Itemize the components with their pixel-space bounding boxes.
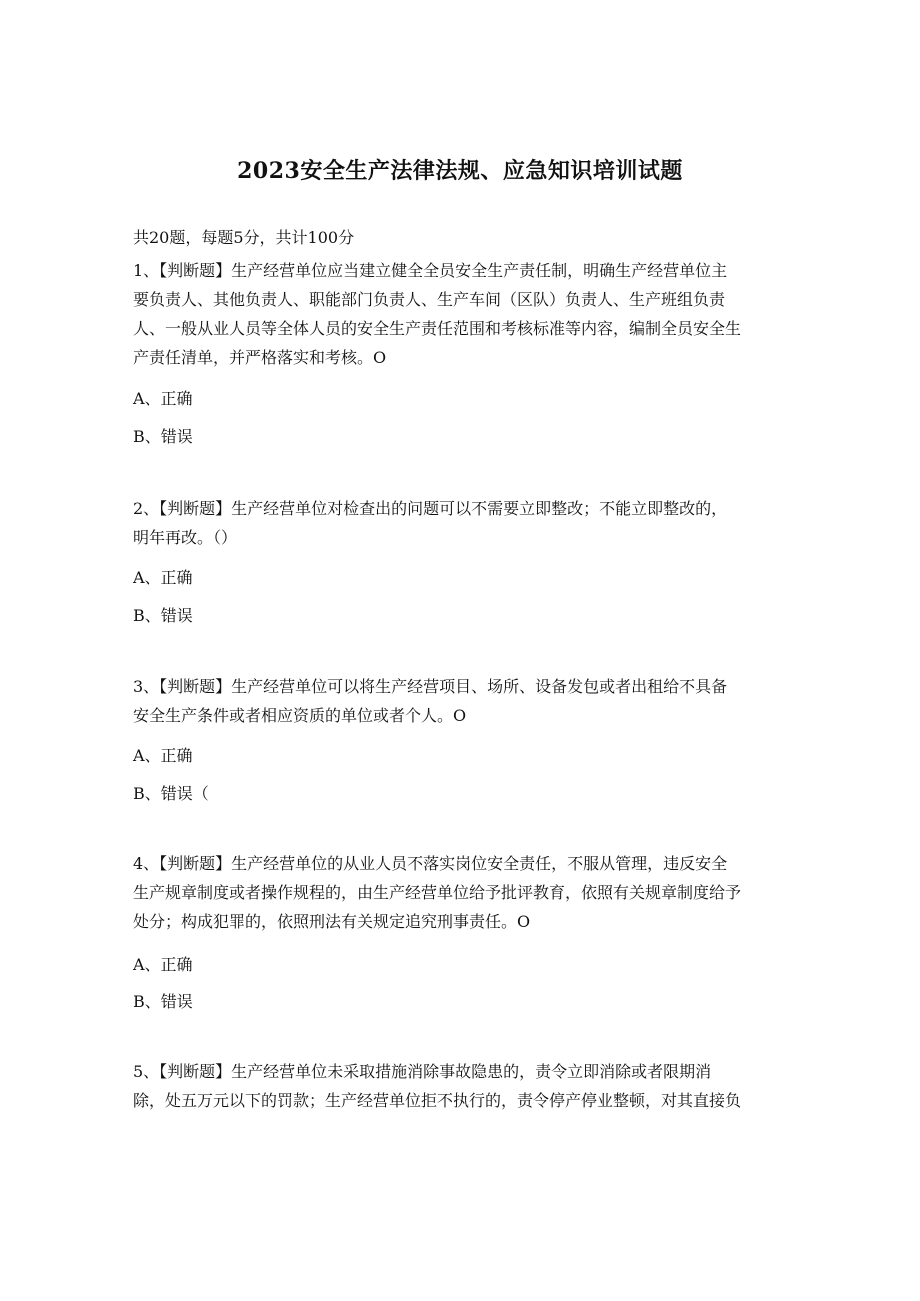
question-line: 除，处五万元以下的罚款；生产经营单位拒不执行的，责令停产停业整顿，对其直接负 bbox=[133, 1091, 742, 1110]
exam-summary: 共20题，每题5分，共计100分 bbox=[133, 228, 355, 247]
option-b: B、错误 bbox=[133, 606, 193, 625]
question-line: 要负责人、其他负责人、职能部门负责人、生产车间（区队）负责人、生产班组负责 bbox=[133, 290, 726, 309]
question-line: 3、【判断题】生产经营单位可以将生产经营项目、场所、设备发包或者出租给不具备 bbox=[133, 677, 728, 696]
option-a: A、正确 bbox=[133, 955, 193, 974]
option-a: A、正确 bbox=[133, 568, 193, 587]
question-line: 明年再改。（） bbox=[133, 528, 238, 547]
question-line: 5、【判断题】生产经营单位未采取措施消除事故隐患的，责令立即消除或者限期消 bbox=[133, 1062, 712, 1081]
option-a: A、正确 bbox=[133, 389, 193, 408]
question-2 bbox=[133, 494, 783, 634]
question-4 bbox=[133, 849, 783, 1019]
question-line: 4、【判断题】生产经营单位的从业人员不落实岗位安全责任，不服从管理，违反安全 bbox=[133, 854, 728, 873]
question-line: 生产规章制度或者操作规程的，由生产经营单位给予批评教育，依照有关规章制度给予 bbox=[133, 883, 742, 902]
question-3 bbox=[133, 672, 783, 812]
option-b: B、错误 bbox=[133, 992, 193, 1011]
question-line: 2、【判断题】生产经营单位对检查出的问题可以不需要立即整改；不能立即整改的， bbox=[133, 499, 728, 518]
question-1-text bbox=[133, 256, 783, 372]
question-line: 产责任清单，并严格落实和考核。O bbox=[133, 348, 387, 367]
option-b: B、错误（ bbox=[133, 784, 209, 803]
question-1 bbox=[133, 256, 783, 456]
option-b: B、错误 bbox=[133, 427, 193, 446]
question-2-text bbox=[133, 494, 783, 552]
page-title: 2023安全生产法律法规、应急知识培训试题 bbox=[237, 158, 683, 184]
option-a: A、正确 bbox=[133, 746, 193, 765]
question-4-text bbox=[133, 849, 783, 936]
question-3-text bbox=[133, 672, 783, 730]
question-line: 处分；构成犯罪的，依照刑法有关规定追究刑事责任。O bbox=[133, 912, 531, 931]
question-5-text bbox=[133, 1057, 783, 1115]
question-line: 人、一般从业人员等全体人员的安全生产责任范围和考核标准等内容，编制全员安全生 bbox=[133, 319, 742, 338]
question-line: 1、【判断题】生产经营单位应当建立健全全员安全生产责任制，明确生产经营单位主 bbox=[133, 261, 728, 280]
question-line: 安全生产条件或者相应资质的单位或者个人。O bbox=[133, 706, 467, 725]
question-5 bbox=[133, 1057, 783, 1127]
